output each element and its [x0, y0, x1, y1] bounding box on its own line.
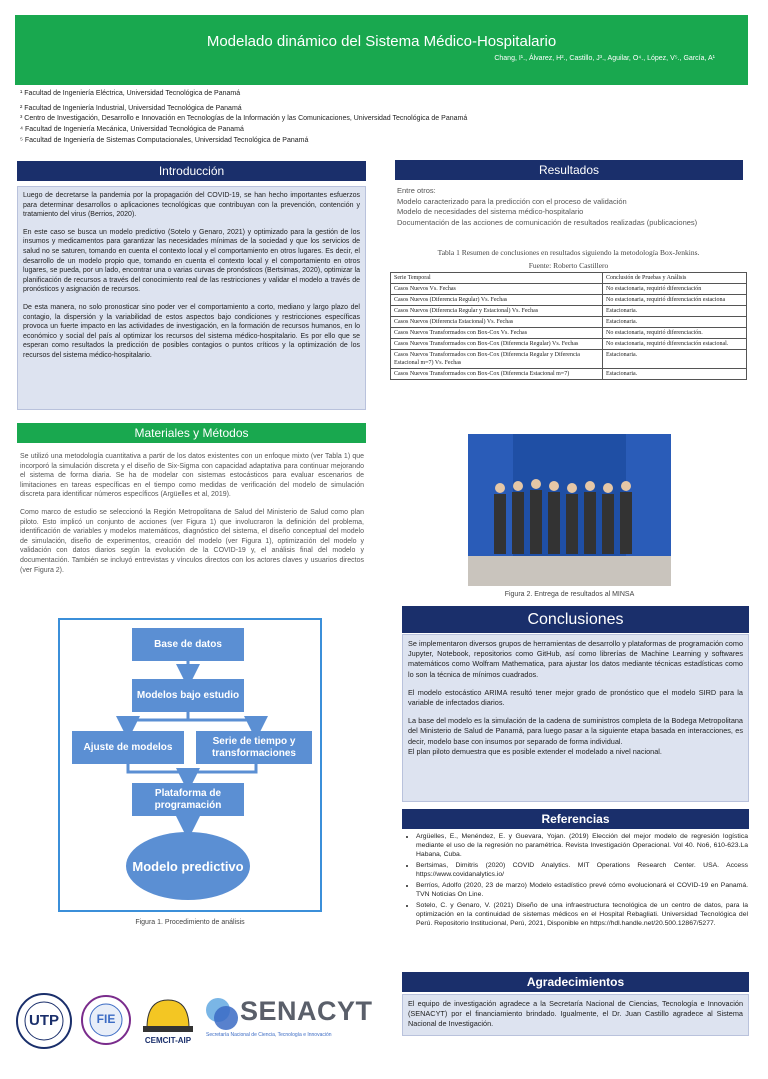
- table-cell: No estacionaria, requirió diferenciación: [603, 284, 747, 295]
- methods-heading: Materiales y Métodos: [17, 423, 366, 443]
- senacyt-logo: [204, 994, 372, 1044]
- table-row: [391, 295, 747, 306]
- minsa-group-photo: [468, 434, 671, 586]
- affiliation-5: ⁵ Facultad de Ingeniería de Sistemas Computacionales, Universidad Tecnológica de Panamá: [20, 137, 309, 144]
- intro-paragraph-2: En este caso se busca un modelo predictivo (Sotelo y Genaro, 2021) y optimizado para la gestión de los insumos y medicamentos para garantizar las necesidades mínimas de la sociedad y que los servicios de salud no se saturen, tomando en cuenta el contexto local y el comportamiento en otros lugares. Es decir, el desarrollo de un modelo propio que, tomando en cuenta el contexto local y el comportamiento en otros lugares, se pueda, por un lado, encontrar una o varias curvas de pronósticos (Bertsimas, 2020), optimizar la planificación de recursos a través del conocimiento real de las restricciones y validar el modelo a través de pronósticos y asignación de recursos.: [23, 228, 360, 294]
- conclusions-heading: Conclusiones: [402, 606, 749, 633]
- table-header-cell: Serie Temporal: [391, 273, 603, 284]
- flow-base-de-datos: Base de datos: [132, 628, 244, 661]
- cemcit-helmet-icon: [137, 992, 199, 1036]
- results-item-1: Modelo caracterizado para la predicción con el proceso de validación: [397, 196, 627, 206]
- table-row: [391, 306, 747, 317]
- reference-item: • Bertsimas, Dimitris (2020) COVID Analytics. MIT Operations Research Center. USA. Access https://www.covidanalytics.io/: [416, 861, 748, 879]
- table-row: [391, 284, 747, 295]
- utp-logo: [15, 992, 73, 1050]
- results-intro: Entre otros:: [397, 186, 436, 195]
- conclusions-paragraph-1: Se implementaron diversos grupos de herramientas de desarrollo y plataformas de programación como Jupyter, Notebook, repositorios como GitHub, así como librerías de Machine Learning y softwares matemáticos como Wolfram Mathematica, para ajustar los datos mediante técnicas estadísticas como lo son la técnica de mínimos cuadrados.: [408, 639, 743, 679]
- results-item-2: Modelo de necesidades del sistema médico-hospitalario: [397, 207, 584, 216]
- intro-box: [17, 186, 366, 410]
- table-cell: Estacionaria.: [603, 369, 747, 380]
- table-row: [391, 369, 747, 380]
- table-cell: No estacionaria, requirió diferenciación estaciona: [603, 295, 747, 306]
- table-cell: Casos Nuevos Transformados con Box-Cox Vs. Fechas: [391, 328, 603, 339]
- flowchart-frame: [58, 618, 322, 912]
- affiliation-3: ³ Centro de Investigación, Desarrollo e Innovación en Tecnologías de la Información y las Comunicaciones, Universidad Tecnológica de Panamá: [20, 115, 468, 122]
- fie-logo: [80, 994, 132, 1046]
- conclusions-paragraph-4: El plan piloto demuestra que es posible extender el modelado a nivel nacional.: [408, 746, 662, 756]
- cemcit-logo-text: CEMCIT-AIP: [144, 1036, 192, 1045]
- affiliation-1: ¹ Facultad de Ingeniería Eléctrica, Universidad Tecnológica de Panamá: [20, 90, 241, 97]
- senacyt-logo-text: SENACYT: [240, 996, 373, 1026]
- affiliation-2: ² Facultad de Ingeniería Industrial, Universidad Tecnológica de Panamá: [20, 105, 242, 112]
- intro-heading: Introducción: [17, 161, 366, 181]
- methods-body: [20, 452, 364, 583]
- table-cell: Casos Nuevos Vs. Fechas: [391, 284, 603, 295]
- table-cell: Casos Nuevos (Diferencia Regular) Vs. Fechas: [391, 295, 603, 306]
- conclusions-paragraph-3: La base del modelo es la simulación de la cadena de suministros completa de la Bodega Metropolitana del Ministerio de Salud de Panamá, para luego pasar a la siguiente etapa basada en interacciones, es decir, modelo base con insumos por separado de forma individual.: [408, 716, 743, 746]
- flow-modelos-estudio: Modelos bajo estudio: [132, 679, 244, 712]
- table-row: [391, 339, 747, 350]
- results-table: [390, 272, 747, 380]
- results-heading: Resultados: [395, 160, 743, 180]
- flow-serie-tiempo: Serie de tiempo y transformaciones: [196, 731, 312, 764]
- table-row: [391, 317, 747, 328]
- table-cell: Casos Nuevos (Diferencia Estacional) Vs. Fechas: [391, 317, 603, 328]
- table-cell: Casos Nuevos Transformados con Box-Cox (Diferencia Regular y Diferencia Estacional m=7) Vs. Fechas: [391, 350, 603, 369]
- reference-item: • Berríos, Adolfo (2020, 23 de marzo) Modelo estadístico prevé cómo evolucionará el COVID-19 en Panamá. TVN Noticias On Line.: [416, 881, 748, 899]
- table-row: [391, 328, 747, 339]
- figure-2-caption: Figura 2. Entrega de resultados al MINSA: [504, 591, 635, 598]
- ack-heading: Agradecimientos: [402, 972, 749, 992]
- results-list: [397, 186, 745, 228]
- flow-plataforma: Plataforma de programación: [132, 783, 244, 816]
- arrow-series-to-platform: [188, 764, 256, 772]
- group-photo-illustration: [468, 434, 671, 586]
- table-cell: No estacionaria, requirió diferenciación estacional.: [603, 339, 747, 350]
- table-cell: No estacionaria, requirió diferenciación.: [603, 328, 747, 339]
- table-row: [391, 350, 747, 369]
- methods-paragraph-2: Como marco de estudio se seleccionó la Región Metropolitana de Salud del Ministerio de Salud como plan piloto. Esto implicó un conjunto de acciones (ver Figura 1) que involucraron la definición del problema, identificación de variables y modelos matemáticos, diagnóstico del sistema, el diseño conceptual del modelo de simulación, diseño de experimentos, creación del modelo (ver Figura 1), optimización del modelo y validación con datos diarios según la evolución de la COVID-19 y, el análisis final del modelo y documentación. También se incluyó entrevistas y vínculos directos con los actores claves y usuarios directos (ver Figura 2).: [20, 508, 364, 574]
- references-ul: [404, 832, 748, 928]
- arrow-adjust-to-platform: [128, 764, 188, 780]
- arrow-models-to-series: [188, 720, 256, 728]
- table-cell: Estacionaria.: [603, 306, 747, 317]
- arrow-models-to-adjust: [128, 712, 188, 728]
- table-header-cell: Conclusión de Pruebas y Análisis: [603, 273, 747, 284]
- table-cell: Estacionaria.: [603, 350, 747, 369]
- table-cell: Estacionaria.: [603, 317, 747, 328]
- conclusions-box: [402, 634, 749, 802]
- intro-paragraph-1: Luego de decretarse la pandemia por la propagación del COVID-19, se han hecho importantes esfuerzos para determinar desarrollos o aplicaciones tecnológicas que contribuyan con la prevención, contención y tratamiento del virus (Berrios, 2020).: [23, 192, 360, 219]
- affiliation-4: ⁴ Facultad de Ingeniería Mecánica, Universidad Tecnológica de Panamá: [20, 126, 244, 133]
- utp-logo-text: UTP: [29, 1012, 59, 1029]
- figure-1-caption: Figura 1. Procedimiento de análisis: [135, 919, 245, 926]
- methods-paragraph-1: Se utilizó una metodología cuantitativa a partir de los datos existentes con un enfoque mixto (ver Tabla 1) que incorporó la simulación discreta y el diseño de Six-Sigma con capacidad adaptativa para continuar mejorando el sistema de forma diaria. Se ha de modelar con sistemas estocásticos para evaluar escenarios de limitaciones en tareas específicas en el tiempo como medidas de verificación del modelo de simulación discreta para identificar números específicos (Argüelles et al, 2019).: [20, 453, 364, 499]
- table-header-row: [391, 273, 747, 284]
- results-item-3: Documentación de las acciones de comunicación de resultados realizadas (publicaciones): [397, 217, 698, 227]
- poster-title: Modelado dinámico del Sistema Médico-Hospitalario: [206, 33, 557, 50]
- author-list: Chang, I¹., Álvarez, H²., Castillo, J³., Aguilar, O⁴., López, V⁵., García, A¹: [494, 55, 715, 62]
- senacyt-circles-icon: [204, 996, 240, 1032]
- ack-text: El equipo de investigación agradece a la Secretaría Nacional de Ciencias, Tecnología e Innovación (SENACYT) por el financiamiento brindado. Igualmente, el Dr. Juan Castillo agradece al Sistema Nacional de Investigación.: [408, 999, 743, 1028]
- references-list: [404, 832, 748, 930]
- flow-modelo-predictivo: Modelo predictivo: [126, 832, 250, 900]
- conclusions-paragraph-2: El modelo estocástico ARIMA resultó tener mejor grado de pronóstico que el modelo SIRD para la variable de infectados diarios.: [408, 687, 743, 708]
- reference-item: • Argüelles, E., Menéndez, E. y Guevara, Yojan. (2019) Elección del mejor modelo de regresión logística mediante el uso de la regresión no paramétrica. Revista Investigación Operacional. Vol 40. No6, 610-623.La Habana, Cuba.: [416, 832, 748, 859]
- reference-item: • Sotelo, C. y Genaro, V. (2021) Diseño de una infraestructura tecnológica de un centro de datos, para la optimización en la continuidad de sistemas médicos en el Hospital Rebagliati. Universidad Tecnológica del Perú. Repositorio Institucional, Perú, 2021, Disponible en https://hdl.handle.net/20.500.12867/5277.: [416, 901, 748, 928]
- senacyt-logo-subtitle: Secretaría Nacional de Ciencia, Tecnología e Innovación: [206, 1032, 332, 1038]
- poster-header: [15, 15, 748, 85]
- references-heading: Referencias: [402, 809, 749, 829]
- ack-box: [402, 994, 749, 1036]
- table-cell: Casos Nuevos Transformados con Box-Cox (Diferencia Estacional m=7): [391, 369, 603, 380]
- table-caption: Tabla 1 Resumen de conclusiones en resultados siguiendo la metodología Box-Jenkins.: [437, 248, 700, 257]
- flow-ajuste-modelos: Ajuste de modelos: [72, 731, 184, 764]
- cemcit-logo: [137, 992, 199, 1050]
- fie-logo-text: FIE: [96, 1012, 116, 1026]
- table-cell: Casos Nuevos (Diferencia Regular y Estacional) Vs. Fechas: [391, 306, 603, 317]
- intro-paragraph-3: De esta manera, no solo pronosticar sino poder ver el comportamiento a corto, mediano y largo plazo del contagio, la dispersión y la variabilidad de estos aspectos bajo condiciones y restricciones específicas provoca un fuerte impacto en las actividades de investigación, en la formación de recursos humanos, en lo económico y social del país al optimizar los recursos del sistema médico-hospitalario. Es por ello que se esperan como resultados la predicción de posibles contagios o puntos críticos y la optimización de los recursos del sistema médico-hospitalario.: [23, 303, 360, 359]
- table-cell: Casos Nuevos Transformados con Box-Cox (Diferencia Regular) Vs. Fechas: [391, 339, 603, 350]
- table-source: Fuente: Roberto Castillero: [528, 261, 609, 270]
